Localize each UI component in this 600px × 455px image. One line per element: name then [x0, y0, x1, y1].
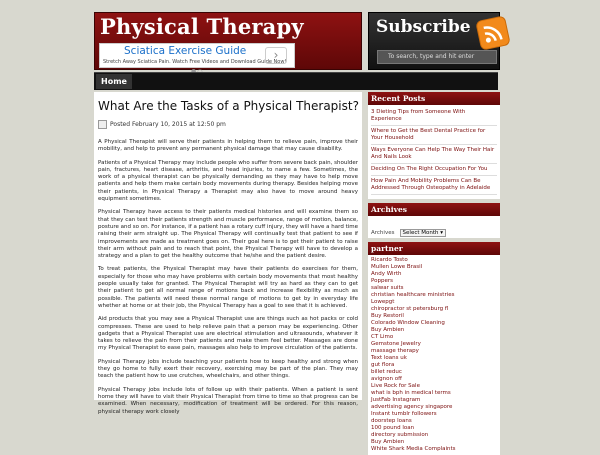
partner-link[interactable]: Andy Wirth — [371, 271, 402, 277]
partner-title: partner — [368, 242, 500, 255]
main-nav — [94, 72, 498, 90]
partner-link[interactable]: christian healthcare ministries — [371, 292, 455, 298]
site-title[interactable]: Physical Therapy — [100, 14, 304, 39]
partner-link[interactable]: gut flora — [371, 362, 395, 368]
post-paragraph: To treat patients, the Physical Therapist may have their patients do exercises for them, especially for those who may have problems with certain body movements that most healthy people usually take for granted. The Physical Therapist will try as hard as they can to get their patient to get all normal range of motions back and increase flexibility as much as possible. The patients will need these normal range of motions to get by in everyday life whether at home or at their job, the Physical Therapy has a goal to see that it is achieved. — [98, 266, 358, 309]
ad-title[interactable]: Sciatica Exercise Guide — [124, 45, 247, 57]
ad-arrow-button[interactable]: › — [265, 47, 287, 64]
post-paragraph: Physical Therapy have access to their patients medical histories and will examine them so that they can test their patients strength and muscle performance, range of motion, balance, posture and so on. For instance, if a patient has a rotary cuff injury, they will have a hard time raising their arm straight up. The Physical Therapy will continually test that patient to see if improvements are made as treatment goes on. Their goal here is to get their patient to raise their arm without pain and to reach that point, the Physical Therapy will have to develop a strategy and a plan to get the healthy outcome that he/she and the patient desire. — [98, 209, 358, 260]
partner-link[interactable]: Instant tumblr followers — [371, 411, 437, 417]
partner-link[interactable]: White Shark Media Complaints — [371, 446, 456, 452]
partner-link[interactable]: Ricardo Tosto — [371, 257, 408, 263]
post-meta — [98, 120, 226, 129]
post-body — [98, 139, 358, 422]
archives-title: Archives — [368, 203, 500, 216]
partner-link[interactable]: Poppers — [371, 278, 393, 284]
partner-link[interactable]: JustFab Instagram — [371, 397, 421, 403]
partner-link[interactable]: Live Rock for Sale — [371, 383, 420, 389]
partner-link[interactable]: what is bph in medical terms — [371, 390, 451, 396]
recent-post-link[interactable]: 3 Dieting Tips from Someone With Experience — [371, 107, 497, 126]
ad-banner[interactable] — [99, 43, 295, 68]
rss-feed-icon[interactable] — [475, 15, 511, 51]
recent-post-link[interactable]: Deciding On The Right Occupation For You — [371, 164, 497, 176]
post-paragraph: Physical Therapy jobs include teaching your patients how to keep healthy and strong when they go home to fully exert their recovery, exercising may be part of the plan. They may teach the patient how to use crutches, wheelchairs, and other things. — [98, 358, 358, 380]
partner-link[interactable]: massage therapy — [371, 348, 419, 354]
post-paragraph: A Physical Therapist will serve their patients in helping them to relieve pain, improve their mobility, and help to prevent any permanent physical damage that may cause disability. — [98, 139, 358, 153]
recent-post-link[interactable]: Where to Get the Best Dental Practice for Your Household — [371, 126, 497, 145]
post-title[interactable]: What Are the Tasks of a Physical Therapist? — [98, 99, 359, 113]
recent-posts-title: Recent Posts — [368, 92, 500, 105]
partner-link[interactable]: advertising agency singapore — [371, 404, 453, 410]
archives-select-value: Select Month — [402, 230, 439, 236]
partner-link[interactable]: doorstep loans — [371, 418, 412, 424]
post-paragraph: Patients of a Physical Therapy may include people who suffer from severe back pain, shoulder pain, fractures, heart disease, arthritis, and head injuries, to name a few. Sometimes, the work of a physical therapist can be physically demanding as they may have to help move patients and help them make certain body movements during therapy. Besides helping move their patients, in Physical Therapy a Therapist may also have to move around heavy equipment sometimes. — [98, 159, 358, 203]
partner-link[interactable]: Colorado Window Cleaning — [371, 320, 445, 326]
partner-link[interactable]: directory submission — [371, 432, 429, 438]
partner-link[interactable]: avignon off — [371, 376, 402, 382]
partner-link[interactable]: Lowepgt — [371, 299, 395, 305]
partner-link[interactable]: salwar suits — [371, 285, 404, 291]
partner-link[interactable]: chiropractor st petersburg fl — [371, 306, 449, 312]
recent-posts-list — [368, 105, 500, 199]
partner-link[interactable]: 100 pound loan — [371, 425, 415, 431]
ad-subtitle: Stretch Away Sciatica Pain. Watch Free Videos and Download Guide Now! — [103, 59, 287, 65]
subscribe-title: Subscribe — [376, 17, 471, 37]
calendar-icon — [98, 120, 107, 129]
post-paragraph: Physical Therapy jobs include lots of follow up with their patients. When a patient is sent home they will have to visit their Physical Therapist from time to time so that progress can be examined. When necessary, modification of treatment will be ordered. For this reason, physical therapy work closely — [98, 386, 358, 415]
post-paragraph: Aid products that you may see a Physical Therapist use are things such as hot packs or cold compresses. These are used to help relieve pain that a person may be experiencing. Other gadgets that a Physical Therapist use are electrical stimulation and ultrasounds, whatever it takes to relieve the pain from their patients and make them feel better. Massages are done my Physical Therapist to ease pain, massages also help to improve circulation of the patients. — [98, 316, 358, 352]
partner-link[interactable]: Buy Ambien — [371, 439, 405, 445]
partner-link[interactable]: Text loans uk — [371, 355, 407, 361]
partner-link[interactable]: Buy Restoril — [371, 313, 404, 319]
sidebar — [368, 92, 500, 452]
partner-list — [368, 255, 500, 455]
search-input[interactable]: To search, type and hit enter — [377, 50, 497, 64]
recent-post-link[interactable]: How Pain And Mobility Problems Can Be Addressed Through Osteopathy in Adelaide — [371, 176, 497, 195]
partner-link[interactable]: Gemstone Jewelry — [371, 341, 421, 347]
post-date: Posted February 10, 2015 at 12:50 pm — [110, 121, 226, 128]
archives-widget — [368, 216, 500, 238]
partner-link[interactable]: CT Limo — [371, 334, 394, 340]
archives-select[interactable]: Select Month ▾ — [400, 229, 446, 237]
recent-post-link[interactable]: Ways Everyone Can Help The Way Their Hair And Nails Look — [371, 145, 497, 164]
nav-home[interactable]: Home — [96, 74, 132, 89]
partner-link[interactable]: billet reduc — [371, 369, 402, 375]
archives-label: Archives — [371, 230, 395, 236]
site-header — [94, 12, 362, 70]
partner-link[interactable]: Buy Ambien — [371, 327, 405, 333]
main-content — [94, 92, 362, 415]
partner-link[interactable]: Mullen Lowe Brasil — [371, 264, 423, 270]
